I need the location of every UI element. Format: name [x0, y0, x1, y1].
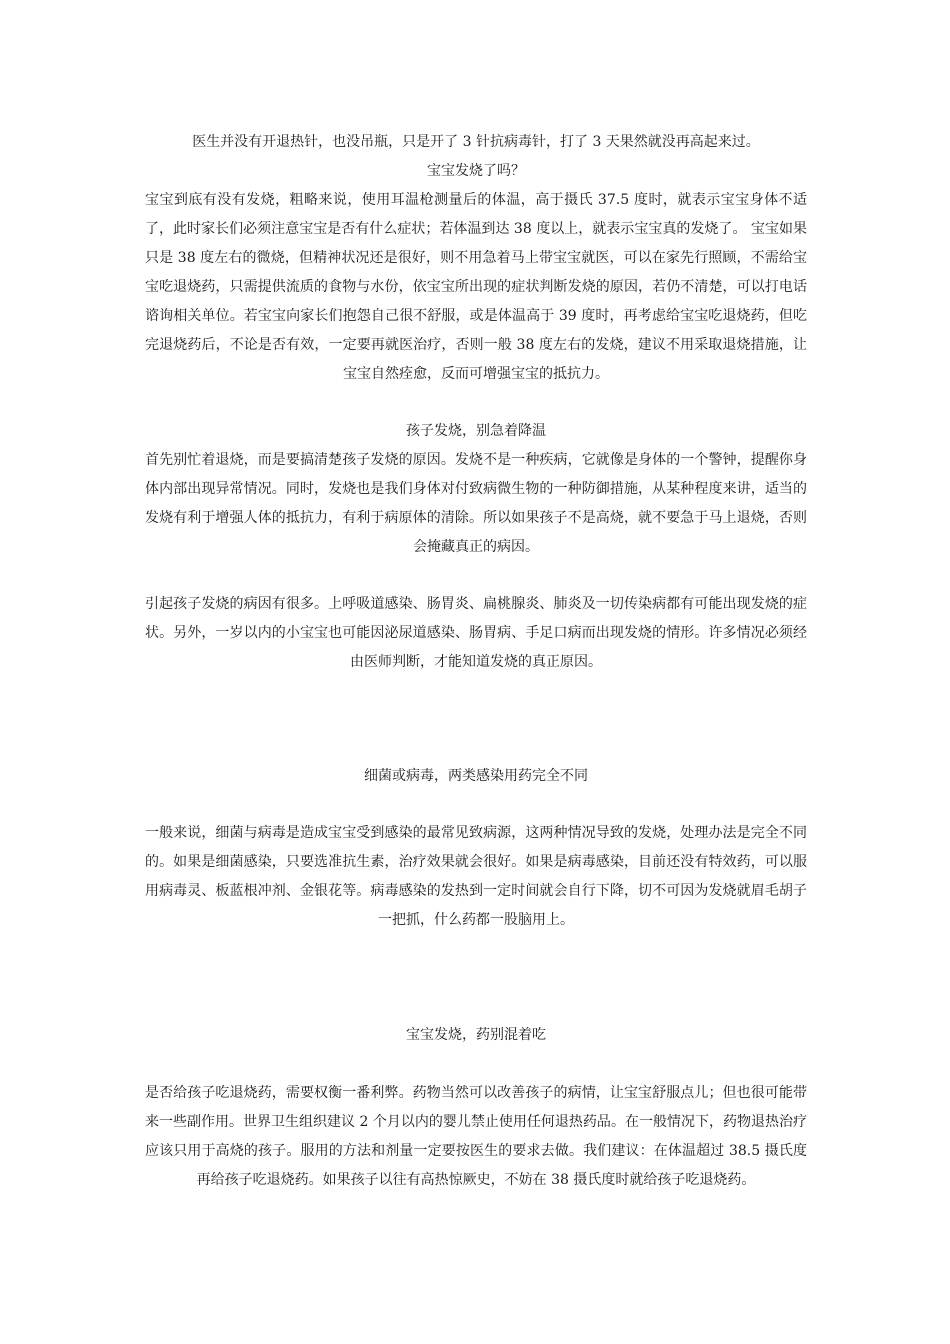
paragraph-intro: 医生并没有开退热针，也没吊瓶，只是开了 3 针抗病毒针，打了 3 天果然就没再高起来过。 [192, 134, 760, 150]
paragraph-no-rush: 首先别忙着退烧，而是要搞清楚孩子发烧的原因。发烧不是一种疾病，它就像是身体的一个警钟，提醒你身体内部出现异常情况。同时，发烧也是我们身体对付致病微生物的一种防御措施，从某种程度来讲，适当的发烧有利于增强人体的抵抗力，有利于病原体的清除。所以如果孩子不是高烧，就不要急于马上退烧，否则会掩藏真正的病因。 [145, 452, 807, 555]
paragraph-no-mix: 是否给孩子吃退烧药，需要权衡一番利弊。药物当然可以改善孩子的病情，让宝宝舒服点儿；但也很可能带来一些副作用。世界卫生组织建议 2 个月以内的婴儿禁止使用任何退热药品。在一般情况下，药物退热治疗应该只用于高烧的孩子。服用的方法和剂量一定要按医生的要求去做。我们建议：在体温超过 38.5 摄氏度再给孩子吃退烧药。如果孩子以往有高热惊厥史，不妨在 38 摄氏度时就给孩子吃退烧药。 [145, 1085, 807, 1188]
heading-no-mix: 宝宝发烧，药别混着吃 [406, 1027, 546, 1043]
paragraph-fever-check: 宝宝到底有没有发烧，粗略来说，使用耳温枪测量后的体温，高于摄氏 37.5 度时，就表示宝宝身体不适了，此时家长们必须注意宝宝是否有什么症状；若体温到达 38 度以上，就表示宝宝真的发烧了。 宝宝如果只是 38 度左右的微烧，但精神状况还是很好，则不用急着马上带宝宝就医，可以在家先行照顾，不需给宝宝吃退烧药，只需提供流质的食物与水份，依宝宝所出现的症状判断发烧的原因，若仍不清楚，可以打电话谘询相关单位。若宝宝向家长们抱怨自己很不舒服，或是体温高于 39 度时，再考虑给宝宝吃退烧药，但吃完退烧药后，不论是否有效，一定要再就医治疗，否则一般 38 度左右的发烧，建议不用采取退烧措施，让宝宝自然痊愈，反而可增强宝宝的抵抗力。 [145, 192, 807, 382]
paragraph-bacteria-virus: 一般来说，细菌与病毒是造成宝宝受到感染的最常见致病源，这两种情况导致的发烧，处理办法是完全不同的。如果是细菌感染，只要选准抗生素，治疗效果就会很好。如果是病毒感染，目前还没有特效药，可以服用病毒灵、板蓝根冲剂、金银花等。病毒感染的发热到一定时间就会自行下降，切不可因为发烧就眉毛胡子一把抓，什么药都一股脑用上。 [145, 825, 807, 928]
heading-fever-check: 宝宝发烧了吗？ [427, 163, 525, 179]
heading-no-rush: 孩子发烧，别急着降温 [406, 423, 546, 439]
paragraph-causes: 引起孩子发烧的病因有很多。上呼吸道感染、肠胃炎、扁桃腺炎、肺炎及一切传染病都有可能出现发烧的症状。另外，一岁以内的小宝宝也可能因泌尿道感染、肠胃病、手足口病而出现发烧的情形。许多情况必须经由医师判断，才能知道发烧的真正原因。 [145, 596, 807, 670]
heading-bacteria-virus: 细菌或病毒，两类感染用药完全不同 [364, 768, 588, 784]
